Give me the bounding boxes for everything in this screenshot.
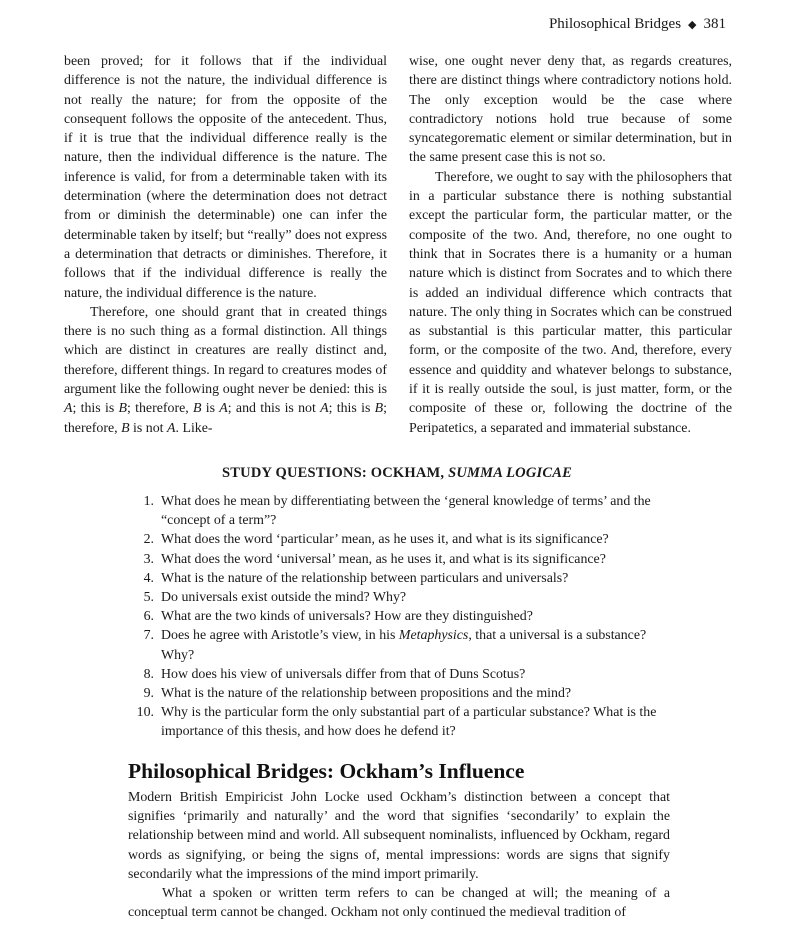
question-item: 8. How does his view of universals differ from that of Duns Scotus? <box>143 666 526 682</box>
section-heading: Philosophical Bridges: Ockham’s Influence <box>128 759 525 783</box>
right-column <box>409 52 732 438</box>
question-item: 1. What does he mean by differentiating between the ‘general knowledge of terms’ and the “concept of a term”? <box>143 494 651 529</box>
left-paragraph-2: Therefore, one should grant that in created things there is no such thing as a formal distinction. All things which are distinct in creatures are really distinct and, therefore, different things. In regard to creatures modes of argument like the following ought never be denied: this is A; this is B; therefore, B is A; and this is not A; this is B; therefore, B is not A. Like- <box>64 304 387 436</box>
question-item: 5. Do universals exist outside the mind? Why? <box>143 590 407 606</box>
question-item: 6. What are the two kinds of universals? How are they distinguished? <box>143 609 533 625</box>
right-paragraph-2: Therefore, we ought to say with the philosophers that in a particular substance there is nothing substantial except the particular form, the particular matter, or the composite of the two. And, therefore, no one ought to think that in Socrates there is a humanity or a human nature which is distinct from Socrates and to which there is added an individual difference which contracts that nature. The only thing in Socrates which can be construed as substantial is this particular matter, this particular form, or the composite of the two. And, therefore, every essence and quiddity and whatever belongs to substance, if it is really outside the soul, is just matter, form, or the composite of these or, following the doctrine of the Peripatetics, a separated and immaterial substance. <box>409 169 732 436</box>
section-paragraph-2: What a spoken or written term refers to can be changed at will; the meaning of a conceptual term cannot be changed. Ockham not only continued the medieval tradition of <box>128 886 670 921</box>
study-questions-title: STUDY QUESTIONS: OCKHAM, SUMMA LOGICAE <box>222 465 572 481</box>
diamond-bullet-icon: ◆ <box>688 19 697 31</box>
page-number: 381 <box>703 16 726 32</box>
section-paragraph-1: Modern British Empiricist John Locke used Ockham’s distinction between a concept that signifies ‘primarily and naturally’ and the word that signifies ‘secondarily’ to explain the relationship between mind and world. All subsequent nominalists, influenced by Ockham, regard words as signifying, or being the signs of, mental impressions: words are signs that signify secondarily what the impressions of the mind import primarily. <box>128 790 670 882</box>
left-paragraph-1: been proved; for it follows that if the individual difference is not the nature, the individual difference is not really the nature; for from the opposite of the consequent follows the opposite of the antecedent. Thus, if it is true that the individual difference really is the nature, then the individual difference is the nature. The inference is valid, for from a determinable taken with its determination (where the determination does not detract from or diminish the determinable) one can infer the determinable taken by itself; but “really” does not express a determination that detracts or diminishes. Therefore, it follows that if the individual difference is really the nature, the individual difference is the nature. <box>64 54 387 301</box>
section-body <box>128 788 670 922</box>
two-column-text <box>64 52 732 438</box>
question-item: 3. What does the word ‘universal’ mean, as he uses it, and what is its significance? <box>143 551 606 567</box>
question-item: 9. What is the nature of the relationship between propositions and the mind? <box>143 686 572 702</box>
study-questions-list <box>128 492 674 742</box>
question-item: 4. What is the nature of the relationship between particulars and universals? <box>143 570 569 586</box>
running-title: Philosophical Bridges <box>548 16 682 32</box>
running-head <box>549 16 726 33</box>
question-item: 2. What does the word ‘particular’ mean, as he uses it, and what is its significance? <box>143 532 609 548</box>
question-item: 7. Does he agree with Aristotle’s view, in his Metaphysics, that a universal is a substance? Why? <box>143 628 647 663</box>
question-item: 10. Why is the particular form the only substantial part of a particular substance? What is the importance of this thesis, and how does he defend it? <box>136 705 657 740</box>
left-column <box>64 52 387 438</box>
right-paragraph-1: wise, one ought never deny that, as regards creatures, there are distinct things where contradictory notions hold. The only exception would be the case where contradictory notions hold true because of some syncategorematic element or similar determination, but in the same present case this is not so. <box>409 54 732 166</box>
